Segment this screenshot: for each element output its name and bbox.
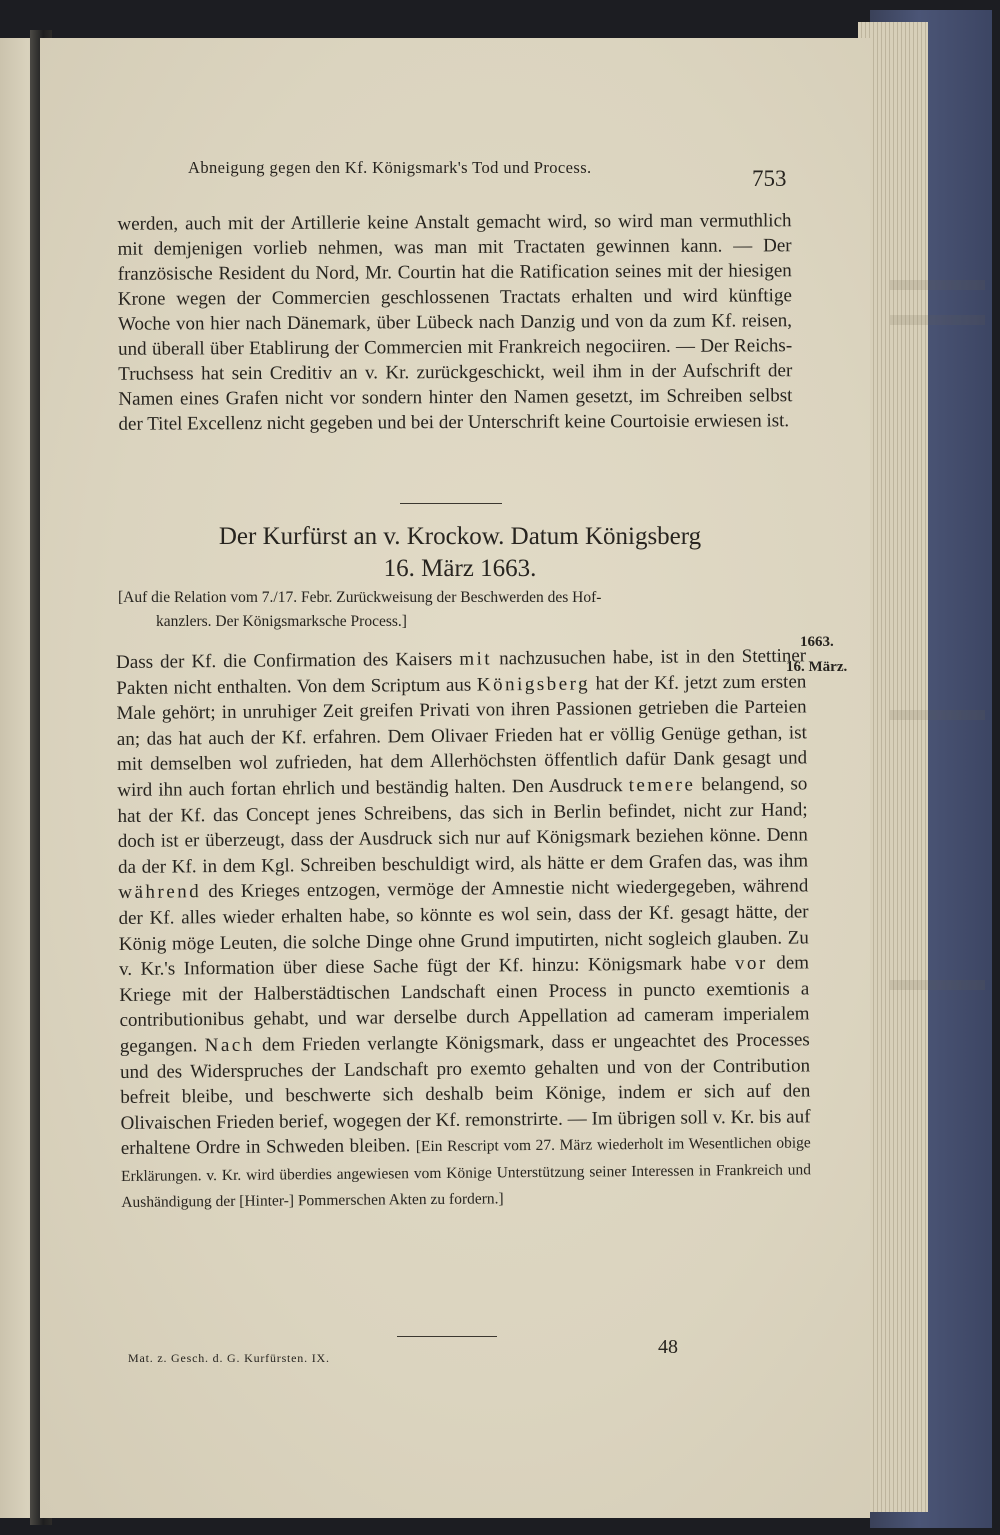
- document-title-line-2: 16. März 1663.: [383, 555, 537, 582]
- paragraph-1: werden, auch mit der Artillerie keine Anstalt gemacht wird, so wird man vermuthlich mit demjenigen vorlieb nehmen, was man mit Tractaten gewinnen kann. — Der französische Resident du Nord, Mr. Courtin hat die Ratification seines mit der hiesigen Krone wegen der Commercien geschlossenen Tractats erhalten und wird künftige Woche von hier nach Dänemark, über Lübeck nach Danzig und von da zum Kf. reisen, und überall über Etablirung der Commercien mit Frankreich negociiren. — Der Reichs-Truchsess hat sein Creditiv an v. Kr. zurückgeschickt, weil ihm in der Aufschrift der Namen eines Grafen nicht vor sondern hinter den Namen gesetzt, im Schreiben selbst der Titel Excellenz nicht gegeben und bei der Unterschrift keine Courtoisie erwiesen ist.: [117, 210, 793, 435]
- text-run: dem Frieden verlangte Königsmark, dass er ungeachtet des Processes und des Widerspruches der Landschaft pro exemto gehalten und von der Contribution befreit bleibe, und beschwerte sich deshalb beim Könige, indem er sich auf den Olivaischen Frieden berief, wogegen der Kf. remonstrirte. — Im übrigen soll v. Kr. bis auf erhaltene Ordre in Schweden bleiben.: [119, 1029, 811, 1160]
- spaced-word: vor: [734, 952, 768, 975]
- text-run: Dass der Kf. die Confirmation des Kaisers: [116, 648, 460, 673]
- source-footer: Mat. z. Gesch. d. G. Kurfürsten. IX.: [128, 1351, 330, 1365]
- text-run: dem Kriege mit der Halberstädtischen Landschaft einen Process in puncto exemtionis a contributionibus gehabt, und war derselbe durch Appellation ad cameram imperialem gegangen.: [119, 952, 810, 1057]
- document-note-line-1: [Auf die Relation vom 7./17. Febr. Zurückweisung der Beschwerden des Hof-: [118, 589, 602, 606]
- text-run: des Krieges entzogen, vermöge der Amnestie nicht wiedergegeben, während der Kf. alles wieder erhalten habe, so könnte es wol sein, dass der Kf. gesagt hätte, der König möge Leuten, die solche Dinge ohne Grund imputirten, nicht sogleich glauben. Zu v. Kr.'s Information über diese Sache fügt der Kf. hinzu: Königsmark habe: [118, 875, 809, 981]
- paragraph-2: [116, 643, 811, 1216]
- book-page: [40, 38, 870, 1518]
- text-run: belangend, so hat der Kf. das Concept jenes Schreibens, das sich in Berlin befindet, nicht zur Hand; doch ist er überzeugt, dass der Ausdruck sich nur auf Königsmark beziehen könne. Denn da der Kf. in dem Kgl. Schreiben beschuldigt wird, als hätte er dem Grafen das, was ihm: [117, 773, 809, 878]
- text-run: hat der Kf. jetzt zum ersten Male gehört; in unruhiger Zeit greifen Privati von ihren Passionen getrieben die Parteien an; das hat auch der Kf. erfahren. Dem Olivaer Frieden hat er völlig Genüge gethan, ist mit demselben wol zufrieden, hat dem Allerhöchsten öffentlich dafür Dank gesagt und wird ihn auch fortan ehrlich und beständig halten. Den Ausdruck: [116, 670, 808, 801]
- margin-date: 16. März.: [786, 659, 848, 675]
- spaced-word: Königsberg: [476, 673, 591, 696]
- spaced-word: Nach: [204, 1034, 255, 1057]
- spaced-word: während: [118, 881, 202, 904]
- spaced-word: temere: [628, 774, 696, 797]
- document-title-line-1: Der Kurfürst an v. Krockow. Datum Königsberg: [218, 523, 702, 550]
- running-header: Abneigung gegen den Kf. Königsmark's Tod und Process.: [188, 158, 592, 177]
- margin-year: 1663.: [800, 634, 834, 650]
- document-note-line-2: kanzlers. Der Königsmarksche Process.]: [156, 613, 407, 630]
- signature-mark: 48: [658, 1336, 678, 1358]
- text-run: nachzusuchen habe, ist in den Stettiner Pakten nicht enthalten. Von dem Scriptum aus: [116, 645, 807, 699]
- document-title: [160, 521, 760, 585]
- spaced-word: mit: [459, 648, 493, 670]
- section-divider: [400, 503, 502, 504]
- footer-divider: [397, 1336, 497, 1337]
- page-number: 753: [752, 166, 787, 191]
- document-note: [118, 586, 794, 634]
- bracketed-note: [Ein Rescript vom 27. März wiederholt im Wesentlichen obige Erklärungen. v. Kr. wird überdies angewiesen vom Könige Unterstützung seiner Interessen in Frankreich und Aushändigung der [Hinter-] Pommerschen Akten zu fordern.]: [120, 1134, 812, 1212]
